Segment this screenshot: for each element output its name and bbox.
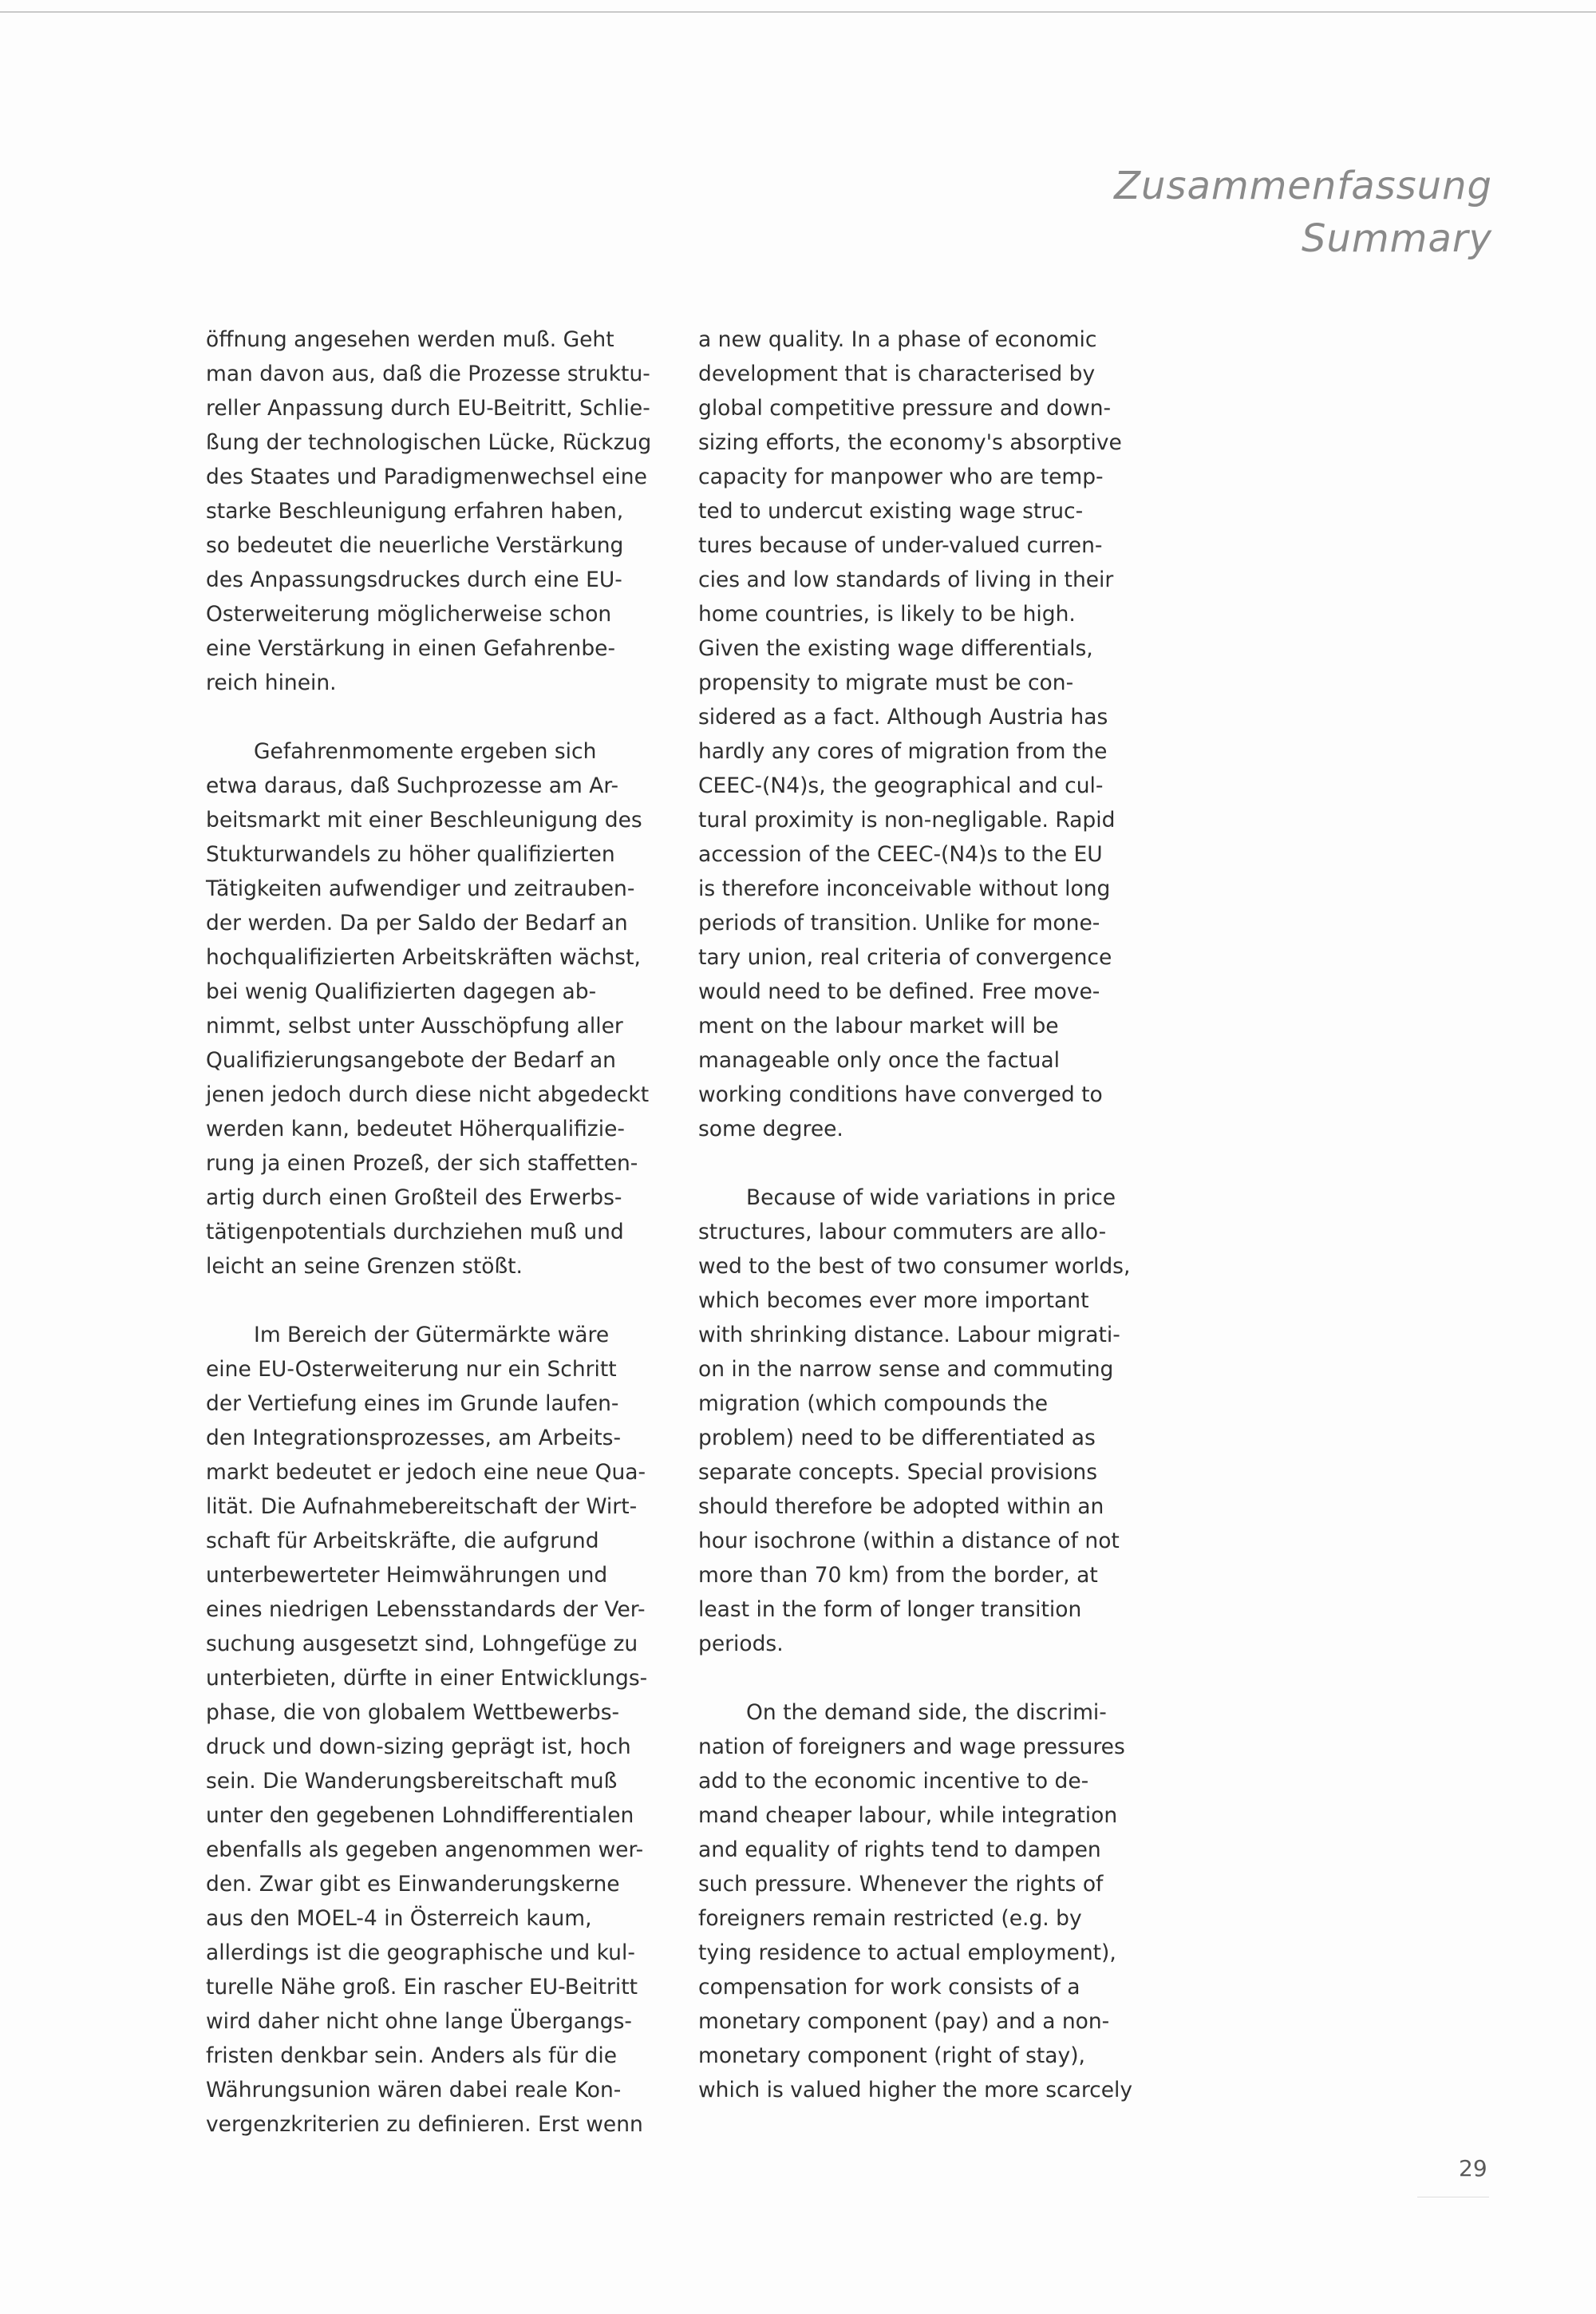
german-paragraph-1	[206, 322, 669, 700]
text-line: accession of the CEEC-(N4)s to the EU	[698, 842, 1103, 867]
text-line: periods.	[698, 1632, 784, 1656]
text-line: Qualifizierungsangebote der Bedarf an	[206, 1048, 616, 1073]
text-line: bei wenig Qualifizierten dagegen ab-	[206, 979, 597, 1004]
text-line: periods of transition. Unlike for mone-	[698, 911, 1100, 935]
text-line: migration (which compounds the	[698, 1391, 1049, 1416]
text-line: should therefore be adopted within an	[698, 1494, 1104, 1519]
text-line: hardly any cores of migration from the	[698, 739, 1108, 764]
text-line: den. Zwar gibt es Einwanderungskerne	[206, 1872, 620, 1897]
text-line: wird daher nicht ohne lange Übergangs-	[206, 2009, 632, 2034]
text-line: öffnung angesehen werden muß. Geht	[206, 327, 614, 352]
text-line: hochqualifizierten Arbeitskräften wächst,	[206, 945, 641, 970]
text-line: tätigenpotentials durchziehen muß und	[206, 1220, 624, 1244]
text-line: capacity for manpower who are temp-	[698, 465, 1104, 489]
text-line: working conditions have converged to	[698, 1082, 1103, 1107]
text-line: add to the economic incentive to de-	[698, 1769, 1089, 1794]
text-line: der Vertiefung eines im Grunde laufen-	[206, 1391, 619, 1416]
text-line: des Staates und Paradigmenwechsel eine	[206, 465, 647, 489]
text-line: monetary component (pay) and a non-	[698, 2009, 1110, 2034]
text-line: a new quality. In a phase of economic	[698, 327, 1097, 352]
text-line: man davon aus, daß die Prozesse struktu-	[206, 362, 650, 386]
text-line: and equality of rights tend to dampen	[698, 1837, 1101, 1862]
text-line: turelle Nähe groß. Ein rascher EU-Beitritt	[206, 1975, 638, 2000]
text-line: eine Verstärkung in einen Gefahrenbe-	[206, 636, 616, 661]
heading-english: Summary	[1302, 216, 1492, 261]
text-line: On the demand side, the discrimi-	[746, 1700, 1107, 1725]
text-line: Währungsunion wären dabei reale Kon-	[206, 2078, 622, 2102]
text-line: ebenfalls als gegeben angenommen wer-	[206, 1837, 644, 1862]
english-paragraph-2	[698, 1181, 1161, 1661]
text-line: structures, labour commuters are allo-	[698, 1220, 1107, 1244]
text-line: beitsmarkt mit einer Beschleunigung des	[206, 808, 642, 833]
text-line: home countries, is likely to be high.	[698, 602, 1076, 627]
text-line: sidered as a fact. Although Austria has	[698, 705, 1108, 730]
text-line: foreigners remain restricted (e.g. by	[698, 1906, 1082, 1931]
text-line: leicht an seine Grenzen stößt.	[206, 1254, 523, 1279]
text-line: such pressure. Whenever the rights of	[698, 1872, 1104, 1897]
text-line: some degree.	[698, 1117, 843, 1141]
text-line: reich hinein.	[206, 670, 337, 695]
text-line: druck und down-sizing geprägt ist, hoch	[206, 1735, 631, 1759]
text-line: aus den MOEL-4 in Österreich kaum,	[206, 1906, 592, 1931]
text-line: propensity to migrate must be con-	[698, 670, 1074, 695]
text-line: den Integrationsprozesses, am Arbeits-	[206, 1426, 622, 1450]
text-line: reller Anpassung durch EU-Beitritt, Schlie-	[206, 396, 650, 421]
section-heading	[1114, 160, 1492, 265]
text-line: hour isochrone (within a distance of not	[698, 1529, 1120, 1553]
text-line: global competitive pressure and down-	[698, 396, 1112, 421]
text-line: unterbewerteter Heimwährungen und	[206, 1563, 608, 1588]
text-line: markt bedeutet er jedoch eine neue Qua-	[206, 1460, 646, 1485]
text-line: would need to be defined. Free move-	[698, 979, 1100, 1004]
text-line: Osterweiterung möglicherweise schon	[206, 602, 612, 627]
text-line: etwa daraus, daß Suchprozesse am Ar-	[206, 773, 619, 798]
text-line: tural proximity is non-negligable. Rapid	[698, 808, 1116, 833]
text-line: sein. Die Wanderungsbereitschaft muß	[206, 1769, 618, 1794]
text-line: der werden. Da per Saldo der Bedarf an	[206, 911, 628, 935]
text-line: manageable only once the factual	[698, 1048, 1060, 1073]
text-line: so bedeutet die neuerliche Verstärkung	[206, 533, 624, 558]
text-line: more than 70 km) from the border, at	[698, 1563, 1098, 1588]
text-line: CEEC-(N4)s, the geographical and cul-	[698, 773, 1104, 798]
text-line: tures because of under-valued curren-	[698, 533, 1103, 558]
text-line: with shrinking distance. Labour migrati-	[698, 1323, 1120, 1347]
text-line: schaft für Arbeitskräfte, die aufgrund	[206, 1529, 599, 1553]
text-line: ment on the labour market will be	[698, 1014, 1059, 1038]
page-number: 29	[1459, 2155, 1487, 2181]
text-line: separate concepts. Special provisions	[698, 1460, 1098, 1485]
text-line: monetary component (right of stay),	[698, 2043, 1085, 2068]
german-paragraph-2	[206, 734, 669, 1284]
text-line: lität. Die Aufnahmebereitschaft der Wirt-	[206, 1494, 638, 1519]
text-line: unter den gegebenen Lohndifferentialen	[206, 1803, 634, 1828]
text-line: ßung der technologischen Lücke, Rückzug	[206, 430, 652, 455]
text-line: cies and low standards of living in their	[698, 568, 1114, 592]
text-line: least in the form of longer transition	[698, 1597, 1082, 1622]
english-paragraph-3	[698, 1695, 1161, 2107]
text-line: problem) need to be differentiated as	[698, 1426, 1096, 1450]
text-line: ted to undercut existing wage struc-	[698, 499, 1084, 524]
german-column	[206, 322, 669, 2176]
text-line: tary union, real criteria of convergence	[698, 945, 1112, 970]
text-line: jenen jedoch durch diese nicht abgedeckt	[206, 1082, 650, 1107]
text-line: wed to the best of two consumer worlds,	[698, 1254, 1131, 1279]
text-line: eines niedrigen Lebensstandards der Ver-	[206, 1597, 646, 1622]
text-line: on in the narrow sense and commuting	[698, 1357, 1114, 1382]
text-line: tying residence to actual employment),	[698, 1940, 1116, 1965]
text-line: Im Bereich der Gütermärkte wäre	[254, 1323, 610, 1347]
english-column	[698, 322, 1161, 2142]
text-line: Given the existing wage differentials,	[698, 636, 1093, 661]
text-line: Gefahrenmomente ergeben sich	[254, 739, 597, 764]
text-line: allerdings ist die geographische und kul-	[206, 1940, 635, 1965]
text-line: which is valued higher the more scarcely	[698, 2078, 1133, 2102]
text-line: nimmt, selbst unter Ausschöpfung aller	[206, 1014, 623, 1038]
text-line: starke Beschleunigung erfahren haben,	[206, 499, 624, 524]
text-line: is therefore inconceivable without long	[698, 876, 1111, 901]
text-line: eine EU-Osterweiterung nur ein Schritt	[206, 1357, 617, 1382]
text-line: sizing efforts, the economy's absorptive	[698, 430, 1122, 455]
text-line: mand cheaper labour, while integration	[698, 1803, 1118, 1828]
text-line: nation of foreigners and wage pressures	[698, 1735, 1125, 1759]
text-line: phase, die von globalem Wettbewerbs-	[206, 1700, 620, 1725]
german-paragraph-3	[206, 1318, 669, 2142]
text-line: compensation for work consists of a	[698, 1975, 1080, 2000]
text-line: vergenzkriterien zu definieren. Erst wenn	[206, 2112, 643, 2137]
text-line: development that is characterised by	[698, 362, 1096, 386]
text-line: fristen denkbar sein. Anders als für die	[206, 2043, 618, 2068]
text-line: unterbieten, dürfte in einer Entwicklungs-	[206, 1666, 648, 1691]
heading-german: Zusammenfassung	[1114, 164, 1492, 208]
top-rule	[0, 11, 1596, 13]
text-line: Tätigkeiten aufwendiger und zeitrauben-	[206, 876, 635, 901]
text-line: suchung ausgesetzt sind, Lohngefüge zu	[206, 1632, 638, 1656]
text-line: Because of wide variations in price	[746, 1185, 1116, 1210]
text-line: Stukturwandels zu höher qualifizierten	[206, 842, 615, 867]
text-line: rung ja einen Prozeß, der sich staffetten-	[206, 1151, 638, 1176]
text-line: which becomes ever more important	[698, 1288, 1089, 1313]
text-line: werden kann, bedeutet Höherqualifizie-	[206, 1117, 625, 1141]
text-line: artig durch einen Großteil des Erwerbs-	[206, 1185, 622, 1210]
english-paragraph-1	[698, 322, 1161, 1146]
text-line: des Anpassungsdruckes durch eine EU-	[206, 568, 622, 592]
